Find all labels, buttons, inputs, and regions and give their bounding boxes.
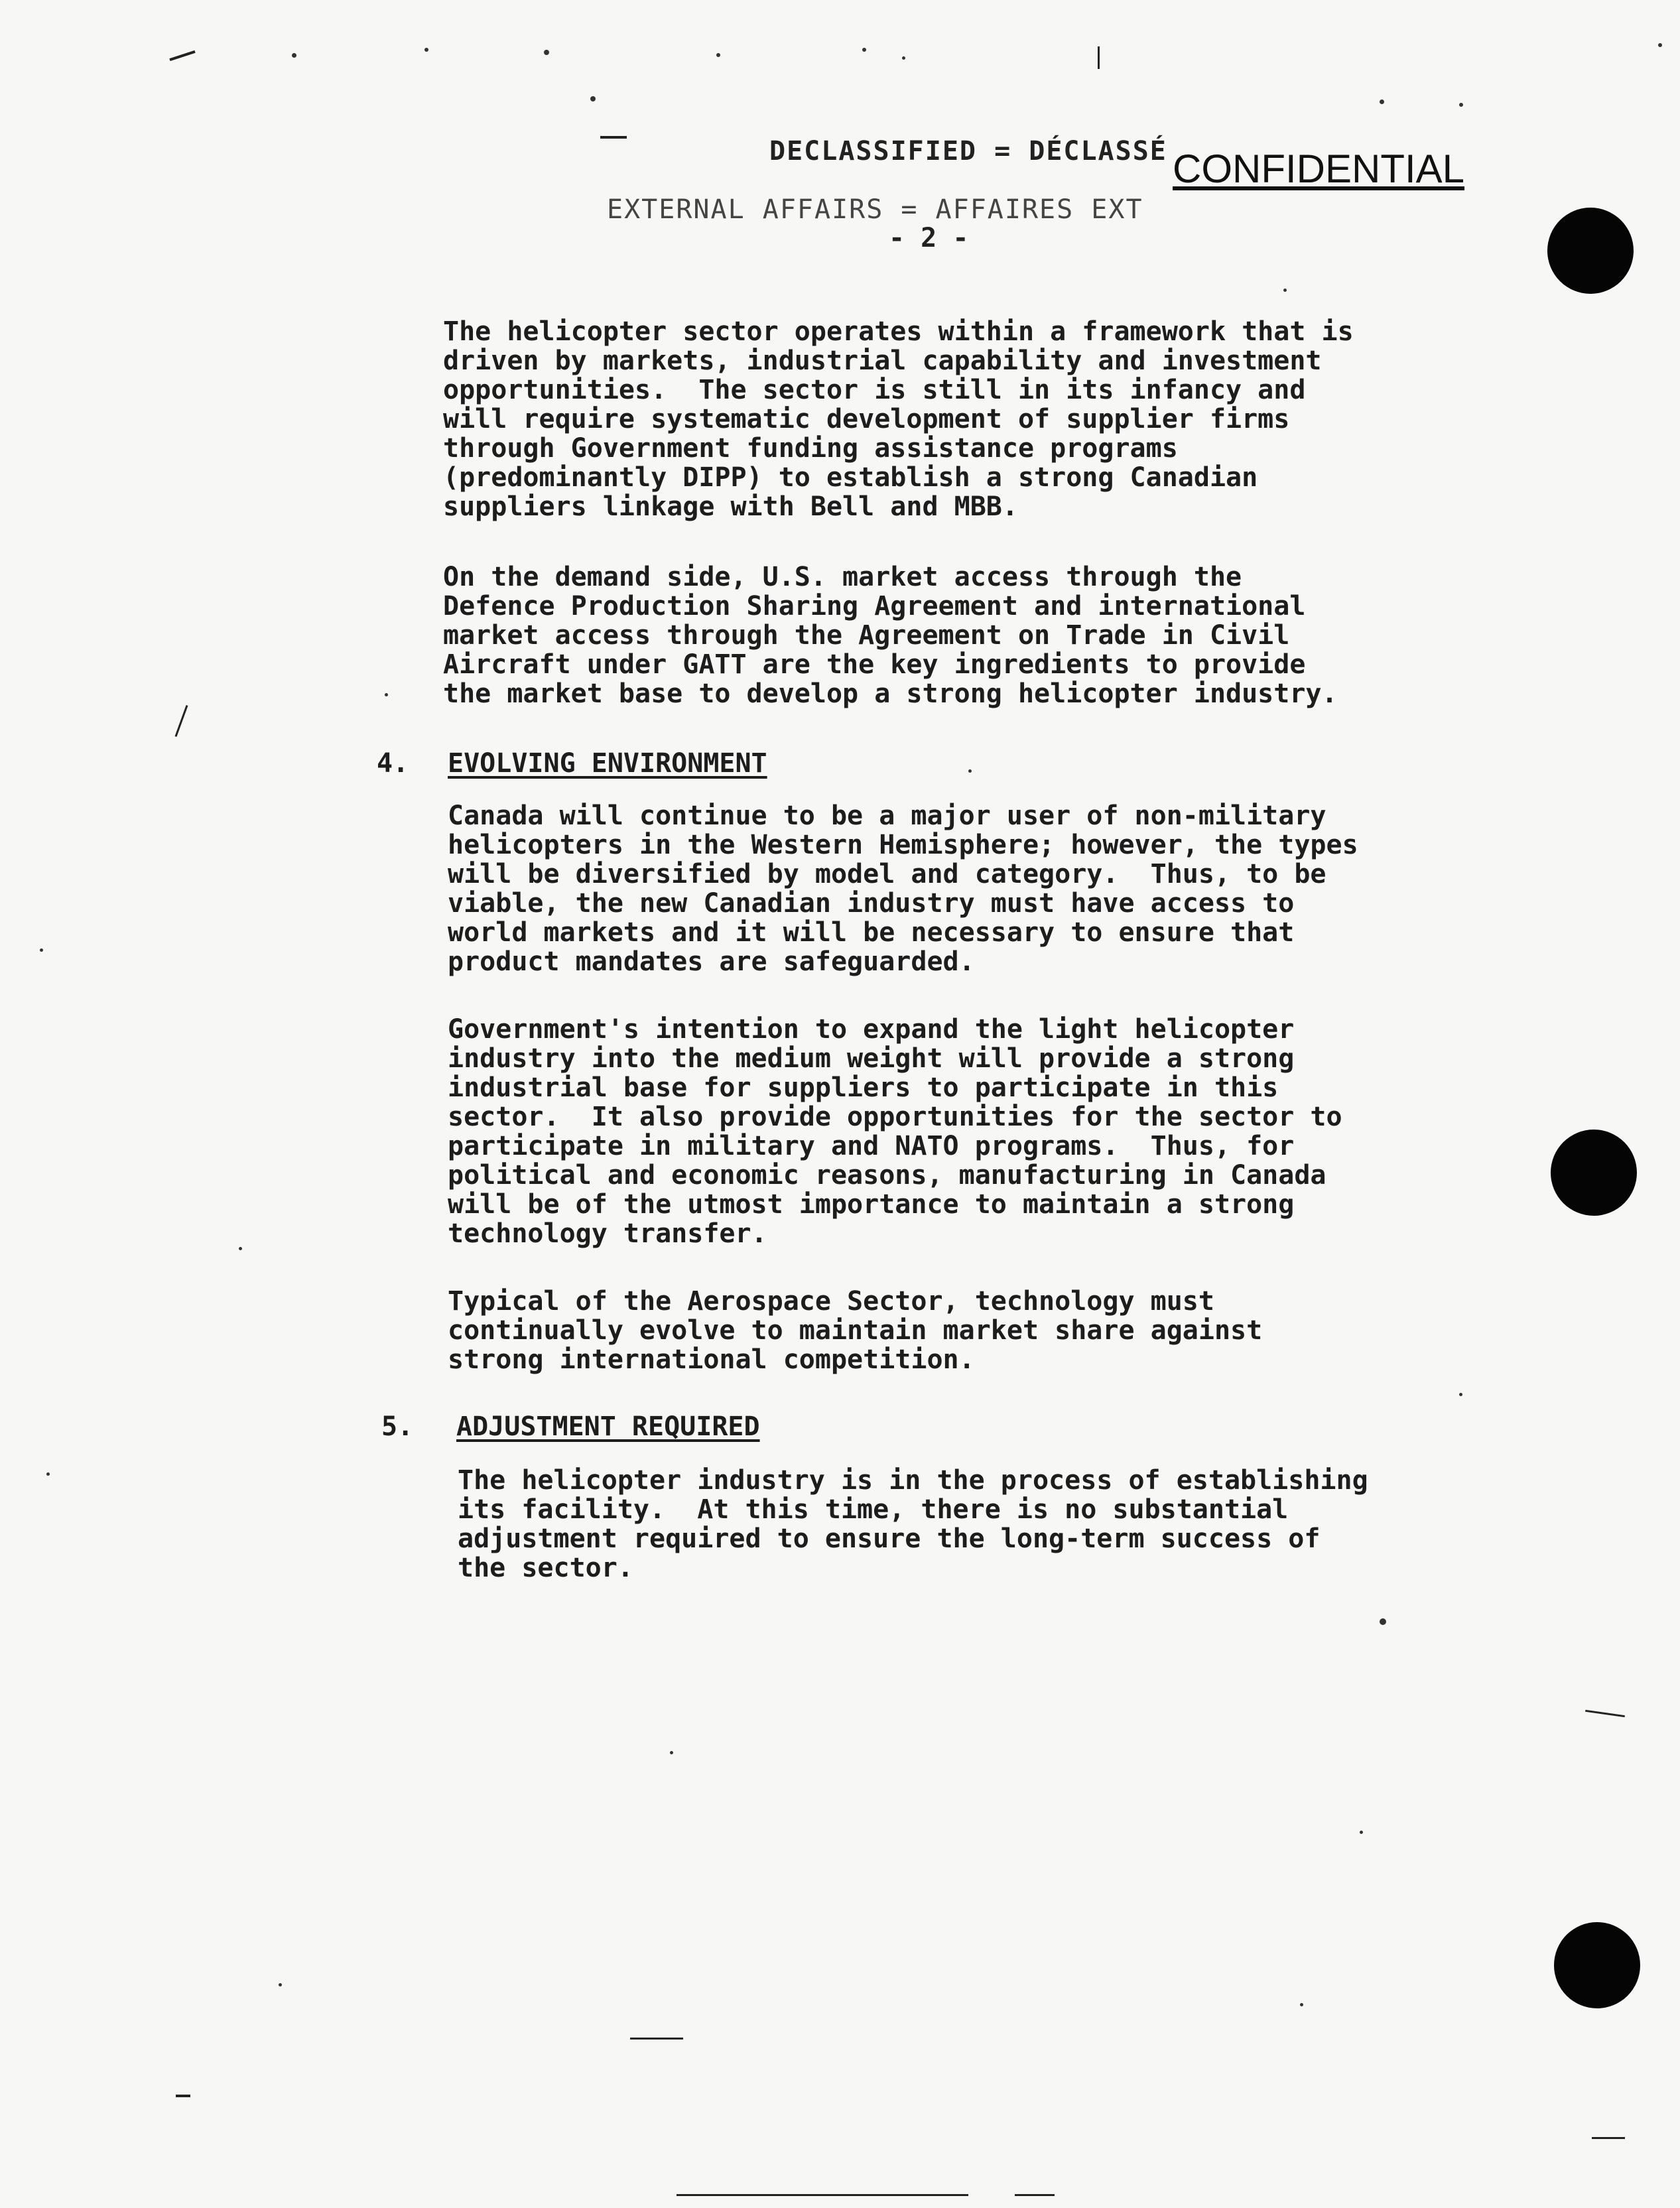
punch-hole	[1547, 208, 1634, 294]
scan-mark	[169, 50, 195, 61]
scan-mark	[630, 2038, 683, 2040]
scan-speck	[968, 769, 972, 773]
scan-speck	[670, 1751, 673, 1754]
scan-speck	[862, 48, 866, 52]
scan-speck	[1283, 289, 1287, 292]
scan-speck	[1380, 1618, 1386, 1625]
scan-speck	[902, 56, 905, 60]
declassified-stamp: DECLASSIFIED = DÉCLASSÉ	[769, 136, 1167, 166]
scan-speck	[1459, 1393, 1462, 1396]
external-affairs-stamp: EXTERNAL AFFAIRS = AFFAIRES EXT	[607, 194, 1143, 225]
scan-speck	[1360, 1831, 1363, 1834]
scan-mark	[1592, 2137, 1625, 2139]
scan-mark	[1585, 1710, 1625, 1717]
punch-hole	[1551, 1130, 1637, 1216]
punch-hole	[1554, 1922, 1640, 2008]
section-title: EVOLVING ENVIRONMENT	[448, 748, 767, 779]
paragraph-supply-side: The helicopter sector operates within a framework that is driven by markets, industrial capability and investment opportunities. The sector is still in its infancy and will require systematic development of supplier firms through Government funding assistance programs (predominantly DIPP) to establish a strong Canadian suppliers linkage with Bell and MBB.	[443, 316, 1354, 522]
scan-mark	[176, 2095, 190, 2097]
scan-mark	[1015, 2194, 1055, 2196]
scan-speck	[544, 50, 549, 55]
scan-mark	[600, 136, 627, 139]
scan-speck	[1658, 43, 1662, 47]
scan-speck	[1380, 99, 1384, 104]
scan-speck	[239, 1247, 242, 1250]
paragraph-adjustment: The helicopter industry is in the process of establishing its facility. At this time, there is no substantial adjustment required to ensure the long-term success of the sector.	[458, 1465, 1368, 1583]
scan-speck	[590, 96, 596, 101]
paragraph-government-intention: Government's intention to expand the light helicopter industry into the medium weight will provide a strong industrial base for suppliers to participate in this sector. It also provide opportunities for the sector to participate in military and NATO programs. Thus, for political and economic reasons, manufacturing in Canada will be of the utmost importance to maintain a strong technology transfer.	[448, 1014, 1342, 1249]
scan-mark	[175, 705, 188, 737]
scan-speck	[716, 53, 720, 57]
section-title: ADJUSTMENT REQUIRED	[456, 1411, 760, 1442]
paragraph-aerospace-sector: Typical of the Aerospace Sector, technology must continually evolve to maintain market share against strong international competition.	[448, 1286, 1263, 1375]
scan-mark	[677, 2194, 968, 2196]
scan-speck	[46, 1472, 50, 1476]
page-number: - 2 -	[889, 223, 969, 253]
paragraph-canada-user: Canada will continue to be a major user of non-military helicopters in the Western Hemisphere; however, the types will be diversified by model and category. Thus, to be viable, the new Canadian industry must have access to world markets and it will be necessary to ensure that product mandates are safeguarded.	[448, 801, 1358, 977]
confidential-stamp: CONFIDENTIAL	[1173, 147, 1465, 191]
paragraph-demand-side: On the demand side, U.S. market access through the Defence Production Sharing Agreement and international market access through the Agreement on Trade in Civil Aircraft under GATT are the key ingredients to provide the market base to develop a strong helicopter industry.	[443, 562, 1338, 709]
scan-speck	[424, 48, 428, 52]
scan-mark	[1098, 46, 1100, 69]
scan-speck	[385, 693, 388, 696]
scan-speck	[279, 1983, 282, 1986]
scan-speck	[1459, 103, 1463, 107]
scan-speck	[1300, 2003, 1303, 2006]
scan-speck	[292, 53, 296, 58]
section-number: 5.	[381, 1411, 414, 1442]
scan-speck	[40, 948, 43, 952]
section-number: 4.	[377, 748, 409, 779]
